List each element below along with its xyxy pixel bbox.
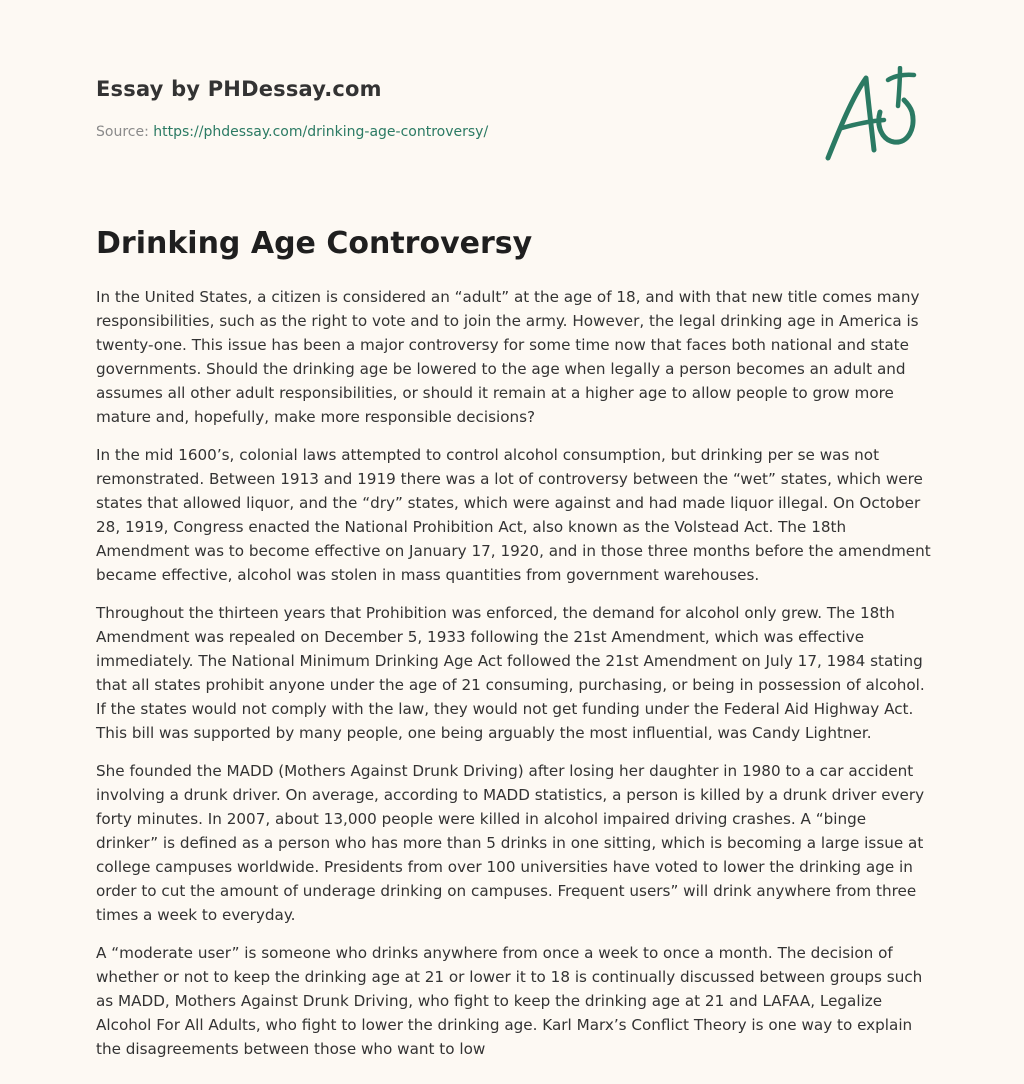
- source-label: Source:: [96, 124, 149, 140]
- article-paragraph: In the mid 1600’s, colonial laws attempted to control alcohol consumption, but drinking per se was not remonstrated. Between 1913 and 1919 there was a lot of controversy between the “wet” states, which were states that allowed liquor, and the “dry” states, which were against and had made liquor illegal. On October 28, 1919, Congress enacted the National Prohibition Act, also known as the Volstead Act. The 18th Amendment was to become effective on January 17, 1920, and in those three months before the amendment became effective, alcohol was stolen in mass quantities from government warehouses.: [96, 446, 931, 584]
- article-paragraph: Throughout the thirteen years that Prohibition was enforced, the demand for alcohol only grew. The 18th Amendment was repealed on December 5, 1933 following the 21st Amendment, which was effective immediately. The National Minimum Drinking Age Act followed the 21st Amendment on July 17, 1984 stating that all states prohibit anyone under the age of 21 consuming, purchasing, or being in possession of alcohol. If the states would not comply with the law, they would not get funding under the Federal Aid Highway Act. This bill was supported by many people, one being arguably the most influential, was Candy Lightner.: [96, 604, 925, 742]
- page: [96, 0, 932, 1058]
- article-paragraph: She founded the MADD (Mothers Against Drunk Driving) after losing her daughter in 1980 to a car accident involving a drunk driver. On average, according to MADD statistics, a person is killed by a drunk driver every forty minutes. In 2007, about 13,000 people were killed in alcohol impaired driving crashes. A “binge drinker” is defined as a person who has more than 5 drinks in one sitting, which is becoming a large issue at college campuses worldwide. Presidents from over 100 universities have voted to lower the drinking age in order to cut the amount of underage drinking on campuses. Frequent users” will drink anywhere from three times a week to everyday.: [96, 762, 925, 924]
- article-body: [96, 285, 932, 1075]
- source-line: [96, 124, 488, 140]
- article-title: Drinking Age Controversy: [96, 226, 533, 261]
- a-plus-grade-icon: [822, 66, 930, 166]
- article-paragraph: A “moderate user” is someone who drinks anywhere from once a week to once a month. The decision of whether or not to keep the drinking age at 21 or lower it to 18 is continually discussed between groups such as MADD, Mothers Against Drunk Driving, who fight to keep the drinking age at 21 and LAFAA, Legalize Alcohol For All Adults, who fight to lower the drinking age. Karl Marx’s Conflict Theory is one way to explain the disagreements between those who want to low: [96, 944, 923, 1058]
- header: [96, 0, 932, 180]
- article-paragraph: In the United States, a citizen is considered an “adult” at the age of 18, and with that new title comes many responsibilities, such as the right to vote and to join the army. However, the legal drinking age in America is twenty-one. This issue has been a major controversy for some time now that faces both national and state governments. Should the drinking age be lowered to the age when legally a person becomes an adult and assumes all other adult responsibilities, or should it remain at a higher age to allow people to grow more mature and, hopefully, make more responsible decisions?: [96, 288, 920, 426]
- brand-title: Essay by PHDessay.com: [96, 77, 382, 101]
- source-link[interactable]: https://phdessay.com/drinking-age-controversy/: [153, 124, 489, 140]
